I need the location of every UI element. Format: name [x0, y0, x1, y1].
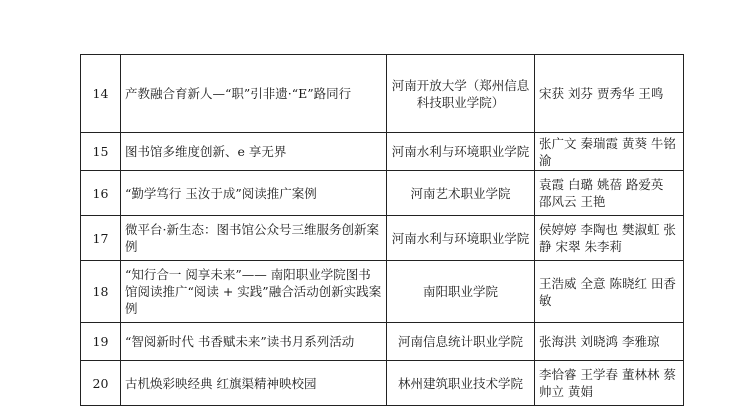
award-list-table — [80, 54, 684, 406]
row-number: 19 — [81, 323, 121, 361]
institution-name: 河南水利与环境职业学院 — [387, 133, 535, 171]
institution-name: 河南信息统计职业学院 — [387, 323, 535, 361]
institution-name: 南阳职业学院 — [387, 261, 535, 323]
institution-name: 河南水利与环境职业学院 — [387, 216, 535, 261]
case-title: “知行合一 阅享未来”—— 南阳职业学院图书馆阅读推广“阅读 + 实践”融合活动创新实践案例 — [121, 261, 387, 323]
table-row — [81, 361, 684, 406]
table-row — [81, 261, 684, 323]
institution-name: 林州建筑职业技术学院 — [387, 361, 535, 406]
table-row — [81, 323, 684, 361]
author-names: 宋获 刘芬 贾秀华 王鸣 — [535, 55, 684, 133]
row-number: 20 — [81, 361, 121, 406]
row-number: 17 — [81, 216, 121, 261]
table-row — [81, 55, 684, 133]
row-number: 18 — [81, 261, 121, 323]
author-names: 侯婷婷 李陶也 樊淑虹 张静 宋翠 朱李莉 — [535, 216, 684, 261]
author-names: 袁霞 白璐 姚蓓 路爱英 邵风云 王艳 — [535, 171, 684, 216]
author-names: 张广文 秦瑞霞 黄葵 牛铭渝 — [535, 133, 684, 171]
case-title: 古机焕彩映经典 红旗渠精神映校园 — [121, 361, 387, 406]
institution-name: 河南开放大学（郑州信息科技职业学院） — [387, 55, 535, 133]
row-number: 16 — [81, 171, 121, 216]
author-names: 王浩威 全意 陈晓红 田香敏 — [535, 261, 684, 323]
case-title: 微平台·新生态：图书馆公众号三维服务创新案例 — [121, 216, 387, 261]
author-names: 张海洪 刘晓鸿 李雅琼 — [535, 323, 684, 361]
case-title: “勤学笃行 玉汝于成”阅读推广案例 — [121, 171, 387, 216]
institution-name: 河南艺术职业学院 — [387, 171, 535, 216]
table-row — [81, 133, 684, 171]
case-title: 产教融合育新人—“职”引非遗·“E”路同行 — [121, 55, 387, 133]
row-number: 15 — [81, 133, 121, 171]
author-names: 李恰睿 王学春 董林林 蔡帅立 黄娟 — [535, 361, 684, 406]
table-row — [81, 171, 684, 216]
row-number: 14 — [81, 55, 121, 133]
case-title: “智阅新时代 书香赋未来”读书月系列活动 — [121, 323, 387, 361]
table-row — [81, 216, 684, 261]
case-title: 图书馆多维度创新、e 享无界 — [121, 133, 387, 171]
